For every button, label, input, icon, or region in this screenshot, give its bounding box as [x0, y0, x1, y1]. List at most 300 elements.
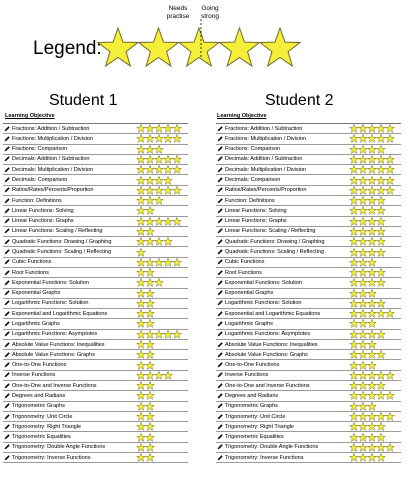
star-rating: [136, 330, 182, 339]
pencil-icon: [4, 424, 10, 430]
objective-label: Fractions: Comparison: [225, 146, 281, 153]
star-icon: [154, 145, 164, 154]
star-icon: [385, 443, 395, 452]
pencil-icon: [4, 218, 10, 224]
objective-label: Degrees and Radians: [12, 392, 66, 399]
star-icon: [172, 330, 182, 339]
objective-row: [3, 319, 188, 329]
pencil-icon: [217, 259, 223, 265]
star-rating: [136, 340, 155, 349]
objective-label: Function: Definitions: [12, 197, 62, 204]
objective-row: [3, 330, 188, 340]
star-icon: [376, 145, 386, 154]
legend-needs-practise: Needs practise: [166, 5, 190, 20]
objective-row: [216, 289, 401, 299]
pencil-icon: [4, 455, 10, 461]
objective-label: Fractions: Addition / Subtraction: [225, 125, 303, 132]
objective-row: [216, 350, 401, 360]
star-rating: [349, 206, 386, 215]
objective-row: [3, 186, 188, 196]
star-rating: [136, 319, 155, 328]
pencil-icon: [4, 167, 10, 173]
star-icon: [172, 155, 182, 164]
star-icon: [385, 391, 395, 400]
star-icon: [367, 319, 377, 328]
star-rating: [136, 299, 155, 308]
objective-row: [3, 402, 188, 412]
objective-row: [216, 432, 401, 442]
objective-label: One-to-One Functions: [225, 362, 280, 369]
pencil-icon: [4, 290, 10, 296]
objective-row: [3, 371, 188, 381]
objective-row: [216, 371, 401, 381]
pencil-icon: [4, 444, 10, 450]
star-icon: [145, 268, 155, 277]
objective-row: [3, 237, 188, 247]
pencil-icon: [4, 156, 10, 162]
pencil-icon: [4, 146, 10, 152]
student-1-table: [3, 123, 188, 463]
pencil-icon: [4, 393, 10, 399]
star-icon: [145, 350, 155, 359]
objective-row: [3, 278, 188, 288]
star-rating: [349, 443, 395, 452]
star-rating: [349, 268, 386, 277]
pencil-icon: [4, 187, 10, 193]
objective-label: Function: Definitions: [225, 197, 275, 204]
star-icon: [172, 258, 182, 267]
pencil-icon: [217, 136, 223, 142]
star-icon: [145, 309, 155, 318]
objective-row: [216, 237, 401, 247]
pencil-icon: [4, 136, 10, 142]
objective-row: [216, 330, 401, 340]
objective-label: Cubic Functions: [12, 259, 52, 266]
star-rating: [349, 196, 386, 205]
pencil-icon: [4, 362, 10, 368]
pencil-icon: [4, 331, 10, 337]
objective-row: [216, 247, 401, 257]
pencil-icon: [4, 311, 10, 317]
pencil-icon: [4, 126, 10, 132]
star-icon: [376, 433, 386, 442]
pencil-icon: [4, 383, 10, 389]
star-rating: [349, 165, 395, 174]
star-icon: [385, 412, 395, 421]
star-rating: [136, 391, 155, 400]
star-rating: [349, 258, 377, 267]
objective-label: Quadratic Functions: Drawing / Graphing: [225, 238, 325, 245]
objective-row: [216, 381, 401, 391]
star-rating: [136, 155, 182, 164]
star-icon: [376, 422, 386, 431]
star-rating: [136, 350, 155, 359]
star-icon: [172, 165, 182, 174]
pencil-icon: [217, 146, 223, 152]
pencil-icon: [217, 187, 223, 193]
star-rating: [136, 422, 155, 431]
star-rating: [349, 145, 386, 154]
objective-label: Trigonometry: Inverse Functions: [12, 454, 91, 461]
objective-row: [3, 289, 188, 299]
pencil-icon: [217, 208, 223, 214]
pencil-icon: [4, 403, 10, 409]
objective-row: [216, 206, 401, 216]
star-icon: [385, 309, 395, 318]
objective-row: [3, 196, 188, 206]
objective-row: [216, 422, 401, 432]
pencil-icon: [217, 126, 223, 132]
objective-label: Logarithmic Functions: Solution: [12, 300, 89, 307]
star-icon: [163, 371, 173, 380]
star-rating: [136, 258, 182, 267]
objective-row: [216, 391, 401, 401]
star-icon: [385, 165, 395, 174]
legend-star-icon: [139, 28, 179, 66]
star-icon: [145, 402, 155, 411]
objective-label: Logarithmic Graphs: [12, 320, 60, 327]
star-rating: [349, 371, 395, 380]
star-rating: [349, 124, 395, 133]
star-icon: [385, 176, 395, 185]
star-icon: [385, 371, 395, 380]
star-rating: [349, 340, 377, 349]
star-rating: [136, 381, 155, 390]
pencil-icon: [4, 434, 10, 440]
student-1-title: Student 1: [49, 92, 118, 109]
objective-row: [216, 268, 401, 278]
star-icon: [376, 330, 386, 339]
star-icon: [145, 361, 155, 370]
objective-row: [3, 422, 188, 432]
pencil-icon: [217, 455, 223, 461]
objective-label: One-to-One and Inverse Functions: [12, 382, 97, 389]
star-icon: [145, 391, 155, 400]
objective-row: [216, 340, 401, 350]
pencil-icon: [217, 156, 223, 162]
star-rating: [349, 402, 377, 411]
star-rating: [349, 299, 386, 308]
objective-label: One-to-One Functions: [12, 362, 67, 369]
star-icon: [145, 453, 155, 462]
objective-label: Fractions: Multiplication / Division: [12, 135, 93, 142]
student-2-column-header: Learning Objective: [217, 113, 267, 119]
star-icon: [145, 412, 155, 421]
objective-row: [3, 360, 188, 370]
pencil-icon: [4, 280, 10, 286]
pencil-icon: [217, 342, 223, 348]
objective-label: Logarithmic Functions: Asymptotes: [225, 331, 311, 338]
star-rating: [349, 247, 386, 256]
pencil-icon: [4, 352, 10, 358]
star-icon: [145, 206, 155, 215]
objective-label: Trigonometric Graphs: [12, 403, 65, 410]
pencil-icon: [217, 270, 223, 276]
objective-label: Exponential Functions: Solution: [12, 279, 89, 286]
star-rating: [136, 227, 155, 236]
objective-label: Ratios/Rates/Percents/Proportion: [12, 187, 94, 194]
star-rating: [136, 186, 182, 195]
objective-label: Trigonometric Equalities: [225, 434, 284, 441]
star-rating: [136, 360, 155, 369]
legend-star-icon: [98, 28, 138, 66]
objective-label: Trigonometry: Double Angle Functions: [225, 444, 319, 451]
objective-row: [3, 412, 188, 422]
pencil-icon: [217, 393, 223, 399]
objective-label: Linear Functions: Graphs: [225, 218, 287, 225]
objective-label: Logarithmic Functions: Asymptotes: [12, 331, 98, 338]
star-icon: [145, 340, 155, 349]
objective-label: Trigonometry: Unit Circle: [225, 413, 286, 420]
star-icon: [376, 350, 386, 359]
star-icon: [367, 402, 377, 411]
pencil-icon: [217, 290, 223, 296]
objective-label: Fractions: Addition / Subtraction: [12, 125, 90, 132]
star-rating: [349, 175, 395, 184]
objective-row: [216, 299, 401, 309]
pencil-icon: [217, 321, 223, 327]
star-rating: [136, 237, 173, 246]
objective-label: Decimals: Addition / Subtraction: [225, 156, 303, 163]
objective-row: [216, 402, 401, 412]
objective-row: [3, 350, 188, 360]
star-icon: [376, 237, 386, 246]
star-rating: [136, 145, 164, 154]
star-rating: [349, 453, 386, 462]
objective-label: Trigonometric Equalities: [12, 434, 71, 441]
objective-label: Exponential Graphs: [225, 290, 274, 297]
star-rating: [136, 432, 155, 441]
star-icon: [154, 278, 164, 287]
star-rating: [349, 319, 377, 328]
pencil-icon: [217, 414, 223, 420]
objective-label: Absolute Value Functions: Inequalities: [12, 341, 105, 348]
pencil-icon: [4, 300, 10, 306]
star-rating: [136, 309, 155, 318]
objective-label: Absolute Value Functions: Inequalities: [225, 341, 318, 348]
objective-row: [216, 134, 401, 144]
star-icon: [145, 433, 155, 442]
pencil-icon: [217, 383, 223, 389]
star-icon: [376, 278, 386, 287]
pencil-icon: [4, 177, 10, 183]
pencil-icon: [217, 228, 223, 234]
star-icon: [172, 186, 182, 195]
star-rating: [136, 443, 155, 452]
pencil-icon: [217, 198, 223, 204]
objective-row: [216, 258, 401, 268]
pencil-icon: [217, 177, 223, 183]
objective-label: Fractions: Multiplication / Division: [225, 135, 306, 142]
star-icon: [136, 248, 146, 257]
objective-label: Exponential and Logarithmic Equations: [225, 310, 321, 317]
objective-label: Trigonometry: Inverse Functions: [225, 454, 304, 461]
pencil-icon: [4, 414, 10, 420]
objective-label: Linear Functions: Graphs: [12, 218, 74, 225]
star-icon: [172, 217, 182, 226]
objective-row: [216, 196, 401, 206]
objective-label: Exponential and Logarithmic Equations: [12, 310, 108, 317]
star-rating: [349, 422, 386, 431]
pencil-icon: [217, 249, 223, 255]
pencil-icon: [217, 331, 223, 337]
objective-row: [3, 381, 188, 391]
pencil-icon: [217, 218, 223, 224]
objective-row: [3, 432, 188, 442]
objective-label: Linear Functions: Solving: [225, 207, 287, 214]
star-rating: [136, 165, 182, 174]
objective-label: Trigonometry: Right Triangle: [225, 423, 294, 430]
objective-label: Root Functions: [12, 269, 49, 276]
star-rating: [349, 289, 377, 298]
star-icon: [376, 453, 386, 462]
star-rating: [136, 289, 155, 298]
objective-label: Decimals: Multiplication / Division: [12, 166, 93, 173]
pencil-icon: [217, 372, 223, 378]
objective-row: [3, 247, 188, 257]
objective-row: [3, 124, 188, 134]
legend-star-icon: [260, 28, 300, 66]
star-rating: [349, 309, 395, 318]
objective-row: [216, 453, 401, 463]
star-icon: [376, 248, 386, 257]
objective-label: Quadratic Functions: Scaling / Reflecting: [225, 249, 324, 256]
star-rating: [349, 360, 377, 369]
pencil-icon: [217, 239, 223, 245]
objective-label: Decimals: Comparison: [12, 177, 68, 184]
objective-row: [216, 217, 401, 227]
star-rating: [136, 453, 155, 462]
star-rating: [136, 371, 173, 380]
pencil-icon: [4, 259, 10, 265]
objective-row: [216, 360, 401, 370]
objective-row: [216, 175, 401, 185]
star-icon: [145, 299, 155, 308]
objective-label: Degrees and Radians: [225, 392, 279, 399]
objective-row: [3, 391, 188, 401]
pencil-icon: [217, 444, 223, 450]
objective-row: [3, 145, 188, 155]
objective-label: One-to-One and Inverse Functions: [225, 382, 310, 389]
star-rating: [349, 381, 386, 390]
objective-row: [216, 145, 401, 155]
star-icon: [367, 340, 377, 349]
objective-label: Logarithmic Functions: Solution: [225, 300, 302, 307]
star-icon: [172, 124, 182, 133]
pencil-icon: [4, 342, 10, 348]
star-icon: [154, 196, 164, 205]
star-icon: [376, 268, 386, 277]
pencil-icon: [217, 434, 223, 440]
objective-label: Absolute Value Functions: Graphs: [225, 351, 308, 358]
objective-row: [3, 206, 188, 216]
objective-label: Linear Functions: Solving: [12, 207, 74, 214]
star-rating: [349, 391, 395, 400]
objective-row: [3, 299, 188, 309]
objective-row: [3, 165, 188, 175]
objective-row: [3, 453, 188, 463]
pencil-icon: [217, 300, 223, 306]
pencil-icon: [217, 424, 223, 430]
objective-label: Linear Functions: Scaling / Reflecting: [225, 228, 316, 235]
objective-label: Ratios/Rates/Percents/Proportion: [225, 187, 307, 194]
pencil-icon: [4, 249, 10, 255]
star-icon: [376, 381, 386, 390]
student-2-title: Student 2: [265, 92, 334, 109]
pencil-icon: [217, 280, 223, 286]
legend-star-icon: [220, 28, 260, 66]
star-icon: [385, 124, 395, 133]
objective-label: Trigonometric Graphs: [225, 403, 278, 410]
star-rating: [136, 247, 146, 256]
objective-row: [3, 175, 188, 185]
star-icon: [163, 176, 173, 185]
objective-label: Cubic Functions: [225, 259, 265, 266]
star-icon: [145, 381, 155, 390]
objective-row: [216, 319, 401, 329]
objective-row: [216, 155, 401, 165]
star-icon: [376, 299, 386, 308]
pencil-icon: [4, 372, 10, 378]
objective-row: [3, 155, 188, 165]
pencil-icon: [4, 198, 10, 204]
star-rating: [136, 206, 155, 215]
star-icon: [145, 443, 155, 452]
objective-row: [216, 124, 401, 134]
objective-row: [3, 258, 188, 268]
objective-label: Decimals: Multiplication / Division: [225, 166, 306, 173]
star-icon: [376, 206, 386, 215]
star-rating: [349, 237, 386, 246]
star-rating: [136, 402, 155, 411]
legend-going-strong: Going strong: [200, 5, 220, 20]
objective-row: [216, 227, 401, 237]
star-icon: [376, 217, 386, 226]
objective-label: Exponential Functions: Solution: [225, 279, 302, 286]
objective-row: [3, 134, 188, 144]
pencil-icon: [4, 208, 10, 214]
star-rating: [349, 432, 386, 441]
pencil-icon: [217, 403, 223, 409]
objective-row: [216, 412, 401, 422]
legend-label: Legend:: [33, 38, 102, 59]
star-rating: [349, 186, 395, 195]
pencil-icon: [4, 239, 10, 245]
star-rating: [136, 196, 164, 205]
objective-row: [3, 268, 188, 278]
pencil-icon: [217, 311, 223, 317]
star-rating: [136, 412, 155, 421]
pencil-icon: [217, 352, 223, 358]
star-icon: [376, 196, 386, 205]
star-icon: [385, 134, 395, 143]
objective-row: [3, 443, 188, 453]
objective-row: [216, 186, 401, 196]
star-icon: [385, 186, 395, 195]
star-rating: [349, 155, 395, 164]
objective-label: Logarithmic Graphs: [225, 320, 273, 327]
star-rating: [136, 175, 173, 184]
star-rating: [136, 217, 182, 226]
objective-label: Trigonometry: Right Triangle: [12, 423, 81, 430]
star-rating: [349, 227, 386, 236]
objective-label: Decimals: Comparison: [225, 177, 281, 184]
objective-label: Trigonometry: Double Angle Functions: [12, 444, 106, 451]
star-icon: [367, 289, 377, 298]
star-icon: [172, 134, 182, 143]
star-rating: [136, 278, 164, 287]
pencil-icon: [217, 362, 223, 368]
